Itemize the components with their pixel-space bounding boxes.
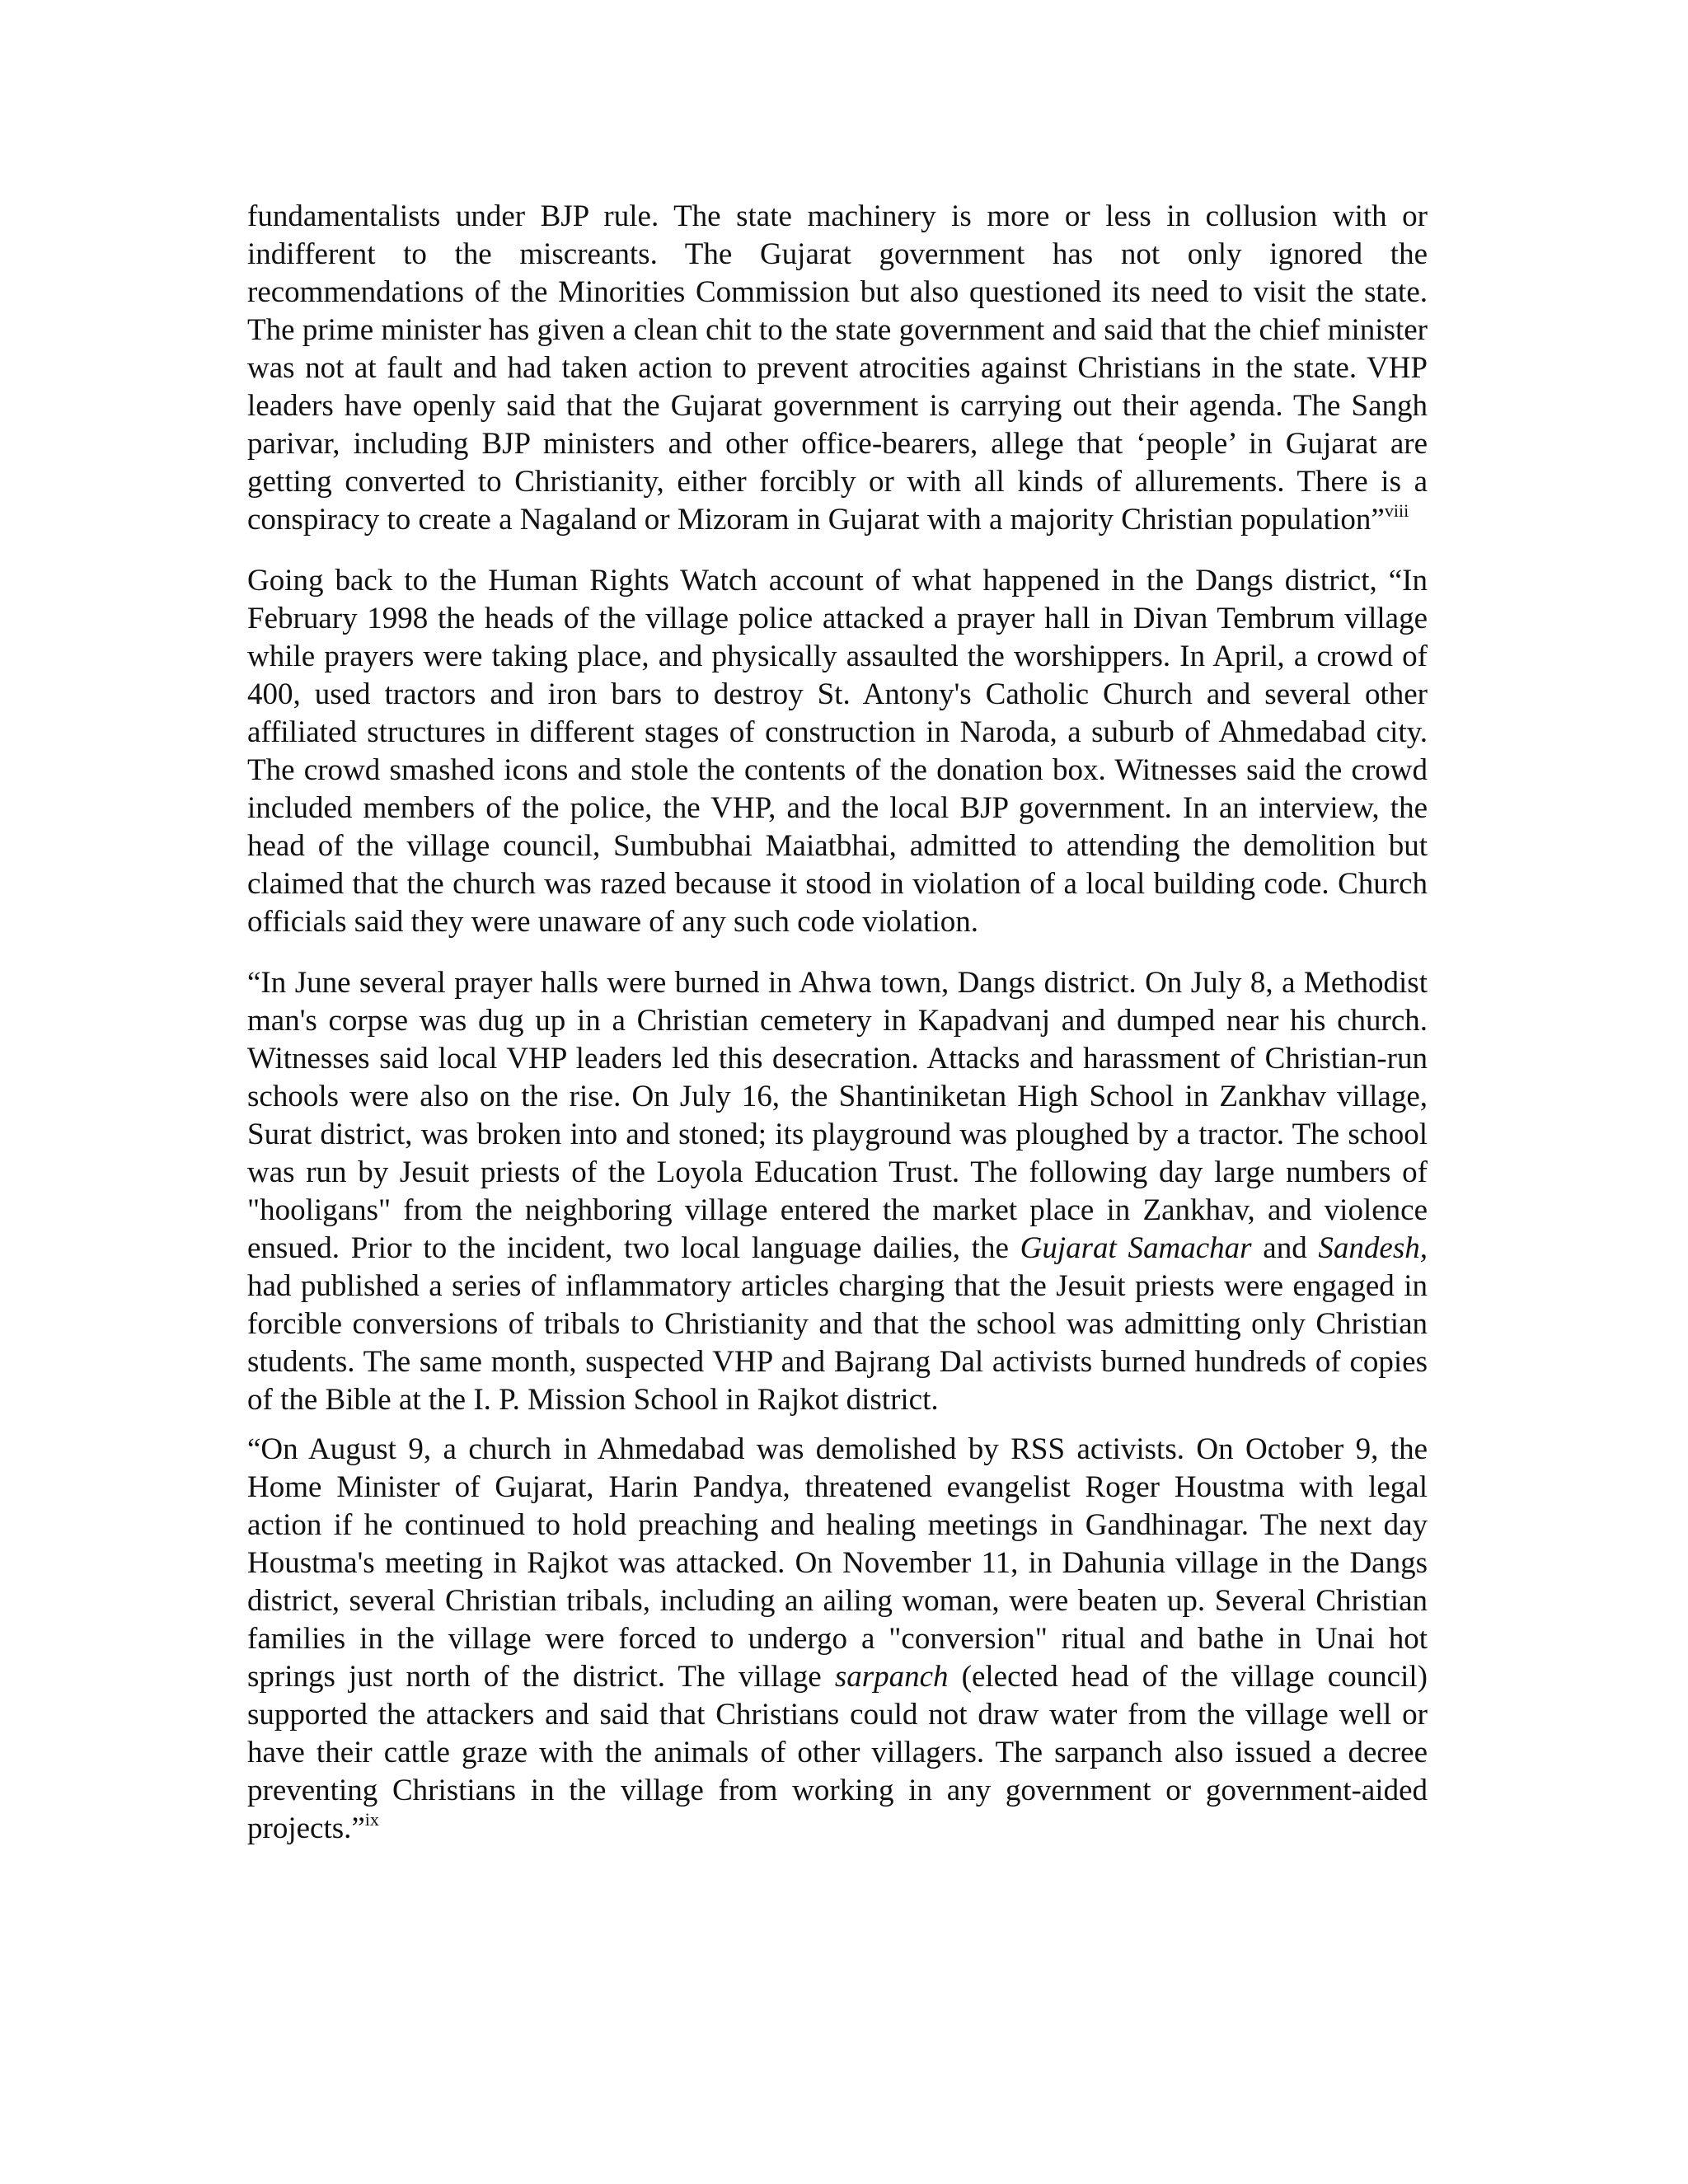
term-sarpanch: sarpanch xyxy=(834,1660,949,1694)
paragraph-3-text-after: had published a series of inflammatory articles charging that the Jesuit priests were engaged in forcible conversions of tribals to Christianity and that the school was admitting only Christian students. The same month, suspected VHP and Bajrang Dal activists burned hundreds of copies of the Bible at the I. P. Mission School in Rajkot district. xyxy=(247,1269,1428,1417)
paragraph-2-text: Going back to the Human Rights Watch account of what happened in the Dangs district, “In February 1998 the heads of the village police attacked a prayer hall in Divan Tembrum village while prayers were taking place, and physically assaulted the worshippers. In April, a crowd of 400, used tractors and iron bars to destroy St. Antony's Catholic Church and several other affiliated structures in different stages of construction in Naroda, a suburb of Ahmedabad city. The crowd smashed icons and stole the contents of the donation box. Witnesses said the crowd included members of the police, the VHP, and the local BJP government. In an interview, the head of the village council, Sumbubhai Maiatbhai, admitted to attending the demolition but claimed that the church was razed because it stood in violation of a local building code. Church officials said they were unaware of any such code violation. xyxy=(247,564,1428,939)
footnote-marker-ix: ix xyxy=(364,1808,379,1830)
paragraph-1 xyxy=(247,198,1428,539)
paragraph-1-text: fundamentalists under BJP rule. The state machinery is more or less in collusion with or indifferent to the miscreants. The Gujarat government has not only ignored the recommendations of the Minorities Commission but also questioned its need to visit the state. The prime minister has given a clean chit to the state government and said that the chief minister was not at fault and had taken action to prevent atrocities against Christians in the state. VHP leaders have openly said that the Gujarat government is carrying out their agenda. The Sangh parivar, including BJP ministers and other office-bearers, allege that ‘people’ in Gujarat are getting converted to Christianity, either forcibly or with all kinds of allurements. There is a conspiracy to create a Nagaland or Mizoram in Gujarat with a majority Christian population” xyxy=(247,199,1428,537)
paragraph-3-text-before: “In June several prayer halls were burned in Ahwa town, Dangs district. On July 8, a Methodist man's corpse was dug up in a Christian cemetery in Kapadvanj and dumped near his church. Witnesses said local VHP leaders led this desecration. Attacks and harassment of Christian-run schools were also on the rise. On July 16, the Shantiniketan High School in Zankhav village, Surat district, was broken into and stoned; its playground was ploughed by a tractor. The school was run by Jesuit priests of the Loyola Education Trust. The following day large numbers of "hooligans" from the neighboring village entered the market place in Zankhav, and violence ensued. Prior to the incident, two local language dailies, the xyxy=(247,966,1428,1265)
paragraph-4-text-before: “On August 9, a church in Ahmedabad was demolished by RSS activists. On October 9, the Home Minister of Gujarat, Harin Pandya, threatened evangelist Roger Houstma with legal action if he continued to hold preaching and healing meetings in Gandhinagar. The next day Houstma's meeting in Rajkot was attacked. On November 11, in Dahunia village in the Dangs district, several Christian tribals, including an ailing woman, were beaten up. Several Christian families in the village were forced to undergo a "conversion" ritual and bathe in Unai hot springs just north of the district. The village xyxy=(247,1432,1428,1694)
paragraph-3 xyxy=(247,964,1428,1419)
paragraph-2 xyxy=(247,562,1428,941)
newspaper-title-sandesh: Sandesh, xyxy=(1318,1231,1428,1265)
footnote-marker-viii: viii xyxy=(1384,499,1409,521)
document-page xyxy=(247,198,1428,1848)
paragraph-4 xyxy=(247,1431,1428,1848)
newspaper-title-gujarat-samachar: Gujarat Samachar xyxy=(1020,1231,1252,1265)
paragraph-4-text-after: (elected head of the village council) supported the attackers and said that Christians could not draw water from the village well or have their cattle graze with the animals of other villagers. The sarpanch also issued a decree preventing Christians in the village from working in any government or government-aided projects.” xyxy=(247,1660,1428,1845)
paragraph-3-text-middle: and xyxy=(1251,1231,1319,1265)
